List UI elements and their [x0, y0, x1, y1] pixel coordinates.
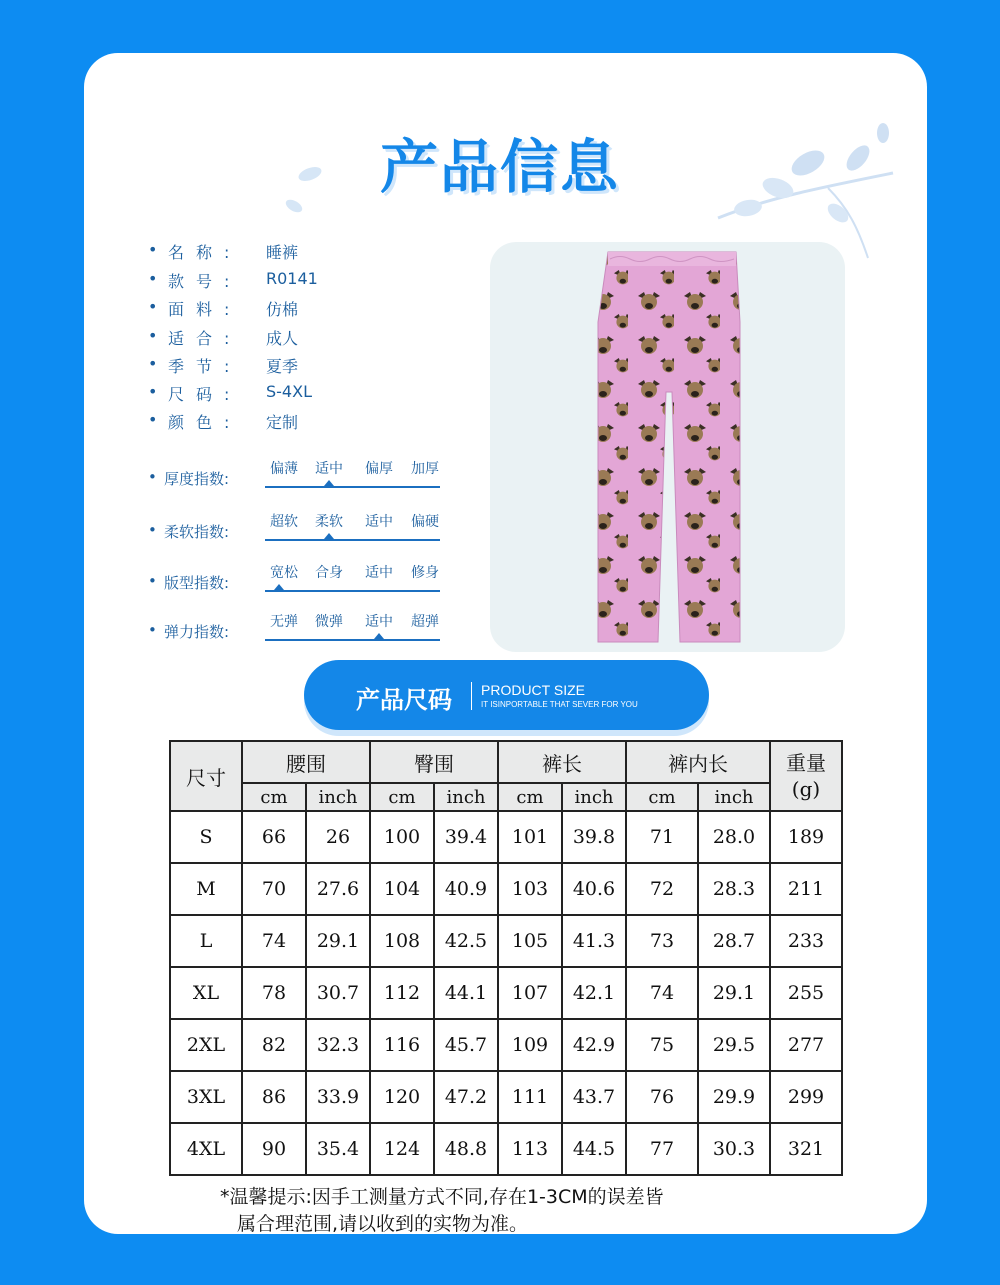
index-scale-line: [265, 486, 440, 488]
size-cell: 2XL: [170, 1019, 242, 1071]
spec-row-fabric: • 面料: 仿棉: [148, 297, 299, 319]
weight-unit: (g): [791, 777, 821, 801]
size-cell: 3XL: [170, 1071, 242, 1123]
value-cell: 103: [498, 863, 562, 915]
value-cell: 76: [626, 1071, 698, 1123]
spec-label: 适合:: [168, 329, 242, 348]
value-cell: 104: [370, 863, 434, 915]
value-cell: 112: [370, 967, 434, 1019]
index-label: 版型指数:: [164, 574, 230, 592]
header-length: 裤长: [498, 741, 626, 783]
size-title-cn: 产品尺码: [356, 686, 452, 714]
table-row: [170, 1019, 842, 1071]
value-cell: 30.3: [698, 1123, 770, 1175]
value-cell: 211: [770, 863, 842, 915]
value-cell: 233: [770, 915, 842, 967]
index-marker: [274, 584, 284, 590]
value-cell: 109: [498, 1019, 562, 1071]
index-scale-line: [265, 639, 440, 641]
index-scale-line: [265, 590, 440, 592]
value-cell: 44.5: [562, 1123, 626, 1175]
spec-row-model: • 款号: R0141: [148, 269, 318, 291]
spec-row-name: • 名称: 睡裤: [148, 240, 299, 262]
spec-label: 颜色:: [168, 413, 242, 432]
value-cell: 74: [242, 915, 306, 967]
unit-cell: inch: [562, 783, 626, 811]
value-cell: 48.8: [434, 1123, 498, 1175]
spec-label: 款号:: [168, 272, 242, 291]
value-cell: 33.9: [306, 1071, 370, 1123]
value-cell: 45.7: [434, 1019, 498, 1071]
size-section-header: [304, 660, 709, 730]
spec-row-size: • 尺码: S-4XL: [148, 382, 312, 404]
size-cell: 4XL: [170, 1123, 242, 1175]
note-line-1: *温馨提示:因手工测量方式不同,存在1-3CM的误差皆: [220, 1186, 664, 1208]
elasticity-index: • 弹力指数: 无弹 微弹 适中 超弹: [148, 611, 448, 651]
spec-value: 成人: [266, 329, 299, 348]
unit-cell: cm: [626, 783, 698, 811]
spec-value: 睡裤: [266, 243, 299, 262]
value-cell: 42.9: [562, 1019, 626, 1071]
product-image-frame: [490, 242, 845, 652]
size-title-en: PRODUCT SIZE: [481, 682, 585, 698]
size-cell: L: [170, 915, 242, 967]
value-cell: 35.4: [306, 1123, 370, 1175]
size-cell: M: [170, 863, 242, 915]
unit-cell: inch: [698, 783, 770, 811]
unit-cell: inch: [434, 783, 498, 811]
value-cell: 105: [498, 915, 562, 967]
size-cell: S: [170, 811, 242, 863]
table-row: [170, 1071, 842, 1123]
spec-value: 仿棉: [266, 300, 299, 319]
value-cell: 71: [626, 811, 698, 863]
unit-cell: cm: [242, 783, 306, 811]
size-cell: XL: [170, 967, 242, 1019]
note-line-2: 属合理范围,请以收到的实物为准。: [237, 1213, 529, 1235]
unit-cell: cm: [498, 783, 562, 811]
index-option: 偏硬: [411, 514, 439, 530]
value-cell: 101: [498, 811, 562, 863]
index-option: 适中: [365, 565, 393, 581]
spec-value: R0141: [266, 269, 318, 288]
index-option: 宽松: [270, 565, 298, 581]
value-cell: 26: [306, 811, 370, 863]
index-option: 加厚: [411, 461, 439, 477]
index-option: 偏厚: [365, 461, 393, 477]
value-cell: 277: [770, 1019, 842, 1071]
value-cell: 44.1: [434, 967, 498, 1019]
value-cell: 78: [242, 967, 306, 1019]
page-title: 产品信息: [379, 133, 620, 201]
index-option: 微弹: [315, 614, 343, 630]
value-cell: 41.3: [562, 915, 626, 967]
value-cell: 255: [770, 967, 842, 1019]
measurement-note: [220, 1184, 820, 1238]
index-option: 适中: [365, 614, 393, 630]
value-cell: 27.6: [306, 863, 370, 915]
value-cell: 189: [770, 811, 842, 863]
table-row: [170, 811, 842, 863]
index-option: 修身: [411, 565, 439, 581]
value-cell: 86: [242, 1071, 306, 1123]
value-cell: 29.9: [698, 1071, 770, 1123]
value-cell: 28.3: [698, 863, 770, 915]
value-cell: 29.5: [698, 1019, 770, 1071]
index-option: 适中: [315, 461, 343, 477]
spec-value: S-4XL: [266, 382, 312, 401]
value-cell: 82: [242, 1019, 306, 1071]
index-label: 厚度指数:: [164, 470, 230, 488]
unit-cell: cm: [370, 783, 434, 811]
value-cell: 39.4: [434, 811, 498, 863]
value-cell: 72: [626, 863, 698, 915]
index-scale-line: [265, 539, 440, 541]
spec-label: 尺码:: [168, 385, 242, 404]
spec-label: 名称:: [168, 243, 242, 262]
index-option: 合身: [315, 565, 343, 581]
index-marker: [324, 533, 334, 539]
fit-index: • 版型指数: 宽松 合身 适中 修身: [148, 562, 448, 602]
value-cell: 43.7: [562, 1071, 626, 1123]
header-waist: 腰围: [242, 741, 370, 783]
header-size: 尺寸: [170, 741, 242, 811]
header-weight: [770, 741, 842, 811]
value-cell: 124: [370, 1123, 434, 1175]
value-cell: 108: [370, 915, 434, 967]
value-cell: 107: [498, 967, 562, 1019]
header-hip: 臀围: [370, 741, 498, 783]
value-cell: 70: [242, 863, 306, 915]
value-cell: 73: [626, 915, 698, 967]
value-cell: 29.1: [306, 915, 370, 967]
index-label: 弹力指数:: [164, 623, 230, 641]
value-cell: 32.3: [306, 1019, 370, 1071]
unit-cell: inch: [306, 783, 370, 811]
index-option: 柔软: [315, 514, 343, 530]
index-option: 超软: [270, 514, 298, 530]
value-cell: 47.2: [434, 1071, 498, 1123]
value-cell: 74: [626, 967, 698, 1019]
index-marker: [324, 480, 334, 486]
spec-label: 季节:: [168, 357, 242, 376]
value-cell: 29.1: [698, 967, 770, 1019]
table-row: [170, 1123, 842, 1175]
value-cell: 40.6: [562, 863, 626, 915]
pajama-pants-image: [490, 242, 845, 652]
value-cell: 66: [242, 811, 306, 863]
table-row: [170, 915, 842, 967]
spec-row-fit: • 适合: 成人: [148, 326, 299, 348]
size-table-body: [170, 811, 842, 1175]
table-row: [170, 967, 842, 1019]
value-cell: 42.5: [434, 915, 498, 967]
index-marker: [374, 633, 384, 639]
thickness-index: • 厚度指数: 偏薄 适中 偏厚 加厚: [148, 458, 448, 498]
index-label: 柔软指数:: [164, 523, 230, 541]
value-cell: 39.8: [562, 811, 626, 863]
spec-row-color: • 颜色: 定制: [148, 410, 299, 432]
value-cell: 30.7: [306, 967, 370, 1019]
value-cell: 28.0: [698, 811, 770, 863]
table-row: [170, 863, 842, 915]
value-cell: 111: [498, 1071, 562, 1123]
value-cell: 321: [770, 1123, 842, 1175]
value-cell: 75: [626, 1019, 698, 1071]
value-cell: 113: [498, 1123, 562, 1175]
spec-row-season: • 季节: 夏季: [148, 354, 299, 376]
weight-label: 重量: [786, 751, 826, 775]
index-option: 超弹: [411, 614, 439, 630]
spec-value: 夏季: [266, 357, 299, 376]
value-cell: 100: [370, 811, 434, 863]
value-cell: 120: [370, 1071, 434, 1123]
index-option: 适中: [365, 514, 393, 530]
value-cell: 28.7: [698, 915, 770, 967]
value-cell: 299: [770, 1071, 842, 1123]
value-cell: 40.9: [434, 863, 498, 915]
spec-value: 定制: [266, 413, 299, 432]
value-cell: 42.1: [562, 967, 626, 1019]
softness-index: • 柔软指数: 超软 柔软 适中 偏硬: [148, 511, 448, 551]
value-cell: 77: [626, 1123, 698, 1175]
header-inseam: 裤内长: [626, 741, 770, 783]
size-table: [169, 740, 843, 1176]
value-cell: 116: [370, 1019, 434, 1071]
index-option: 偏薄: [270, 461, 298, 477]
index-option: 无弹: [270, 614, 298, 630]
divider: [471, 682, 472, 710]
spec-label: 面料:: [168, 300, 242, 319]
value-cell: 90: [242, 1123, 306, 1175]
size-subtitle-en: IT ISINPORTABLE THAT SEVER FOR YOU: [481, 700, 638, 709]
